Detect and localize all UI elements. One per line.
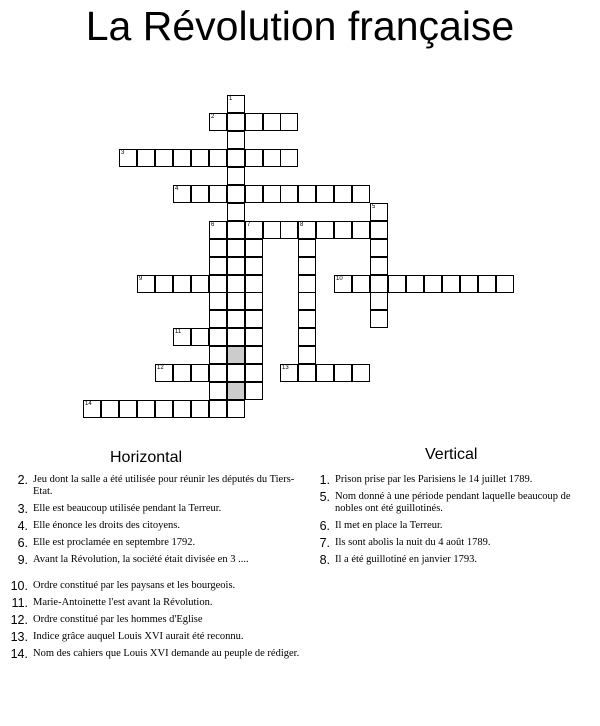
grid-cell[interactable] [370,310,388,328]
grid-cell[interactable] [191,275,209,293]
grid-cell[interactable] [245,239,263,257]
clue-text: Elle est proclamée en septembre 1792. [33,537,196,548]
grid-cell[interactable] [173,328,191,346]
clue-text: Elle énonce les droits des citoyens. [33,520,180,531]
grid-cell[interactable] [209,149,227,167]
grid-cell[interactable] [119,149,137,167]
grid-cell[interactable] [245,310,263,328]
grid-cell[interactable] [191,185,209,203]
cell-number: 8 [300,222,304,228]
grid-cell[interactable] [352,364,370,382]
grid-cell[interactable] [298,328,316,346]
grid-cell[interactable] [227,275,245,293]
grid-cell[interactable] [352,185,370,203]
grid-cell[interactable] [173,149,191,167]
grid-cell[interactable] [155,275,173,293]
grid-cell[interactable] [263,149,281,167]
grid-cell[interactable] [352,221,370,239]
grid-cell[interactable] [155,149,173,167]
clue-across-11 [0,597,305,609]
clue-number: 10. [10,579,28,593]
grid-cell[interactable] [209,239,227,257]
grid-cell[interactable] [478,275,496,293]
grid-cell[interactable] [209,292,227,310]
grid-cell[interactable] [370,203,388,221]
clue-number: 8. [319,553,330,567]
grid-cell[interactable] [119,400,137,418]
clue-text: Elle est beaucoup utilisée pendant la Terreur. [33,503,222,514]
grid-cell[interactable] [298,346,316,364]
grid-cell[interactable] [83,400,101,418]
grid-cell[interactable] [298,310,316,328]
grid-cell[interactable] [227,328,245,346]
grid-cell[interactable] [155,400,173,418]
grid-cell[interactable] [298,257,316,275]
cell-number: 14 [85,401,92,407]
clue-text: Nom des cahiers que Louis XVI demande au peuple de rédiger. [33,648,300,659]
grid-cell[interactable] [280,149,298,167]
grid-cell[interactable] [245,328,263,346]
grid-cell[interactable] [370,275,388,293]
grid-cell[interactable] [227,149,245,167]
clue-across-10 [0,580,305,592]
clue-number: 2. [17,473,28,487]
cell-number: 9 [139,276,143,282]
grid-cell[interactable] [263,221,281,239]
grid-cell[interactable] [173,275,191,293]
grid-cell[interactable] [245,346,263,364]
grid-cell[interactable] [209,257,227,275]
grid-cell[interactable] [298,239,316,257]
grid-cell[interactable] [209,275,227,293]
grid-cell[interactable] [245,275,263,293]
clue-text: Prison prise par les Parisiens le 14 juillet 1789. [335,474,533,485]
cell-number: 1 [229,96,233,102]
grid-cell[interactable] [280,185,298,203]
clue-across-2 [0,474,305,498]
grid-cell[interactable] [280,364,298,382]
clue-down-7 [310,537,600,549]
clue-number: 11. [11,596,28,610]
cell-number: 2 [211,114,215,120]
cell-number: 11 [175,329,182,335]
grid-cell[interactable] [191,400,209,418]
grid-cell[interactable] [137,149,155,167]
grid-cell[interactable] [370,257,388,275]
grid-cell[interactable] [227,113,245,131]
clue-number: 13. [10,630,28,644]
cell-number: 5 [372,204,376,210]
cell-number: 12 [157,365,164,371]
clue-number: 6. [17,536,28,550]
grid-cell[interactable] [209,185,227,203]
grid-cell[interactable] [245,382,263,400]
grid-cell[interactable] [406,275,424,293]
grid-cell[interactable] [227,221,245,239]
vertical-heading: Vertical [425,446,478,463]
clue-down-6 [310,520,600,532]
grid-cell[interactable] [227,292,245,310]
grid-cell[interactable] [191,364,209,382]
grid-cell[interactable] [334,221,352,239]
clue-across-14 [0,648,305,660]
shaded-cell [227,382,245,400]
clue-text: Il a été guillotiné en janvier 1793. [335,554,477,565]
grid-cell[interactable] [209,221,227,239]
clue-across-6 [0,537,305,549]
grid-cell[interactable] [245,221,263,239]
vertical-clue-list [310,474,600,571]
grid-cell[interactable] [334,185,352,203]
grid-cell[interactable] [227,310,245,328]
grid-cell[interactable] [442,275,460,293]
cell-number: 10 [336,276,343,282]
clue-down-8 [310,554,600,566]
grid-cell[interactable] [137,400,155,418]
clue-across-4 [0,520,305,532]
clue-number: 12. [10,613,28,627]
horizontal-clue-list [0,474,305,665]
clue-text: Indice grâce auquel Louis XVI aurait été reconnu. [33,631,244,642]
grid-cell[interactable] [209,328,227,346]
grid-cell[interactable] [334,275,352,293]
cell-number: 6 [211,222,215,228]
clue-number: 1. [319,473,330,487]
clue-text: Ils sont abolis la nuit du 4 août 1789. [335,537,491,548]
grid-cell[interactable] [209,113,227,131]
clue-down-1 [310,474,600,486]
grid-cell[interactable] [191,328,209,346]
clue-text: Marie-Antoinette l'est avant la Révolution. [33,597,213,608]
clue-number: 5. [319,490,330,504]
grid-cell[interactable] [298,185,316,203]
grid-cell[interactable] [209,310,227,328]
puzzle-title: La Révolution française [85,3,515,49]
grid-cell[interactable] [316,221,334,239]
clue-text: Jeu dont la salle a été utilisée pour réunir les députés du Tiers-Etat. [33,474,295,497]
grid-cell[interactable] [173,400,191,418]
grid-cell[interactable] [424,275,442,293]
clue-text: Ordre constitué par les hommes d'Eglise [33,614,203,625]
horizontal-heading: Horizontal [110,449,183,466]
grid-cell[interactable] [370,292,388,310]
grid-cell[interactable] [370,239,388,257]
grid-cell[interactable] [388,275,406,293]
grid-cell[interactable] [137,275,155,293]
clue-across-13 [0,631,305,643]
grid-cell[interactable] [209,346,227,364]
grid-cell[interactable] [298,221,316,239]
cell-number: 4 [175,186,179,192]
grid-cell[interactable] [209,400,227,418]
clue-number: 9. [17,553,28,567]
clue-number: 7. [319,536,330,550]
grid-cell[interactable] [227,131,245,149]
clue-number: 6. [319,519,330,533]
grid-cell[interactable] [298,275,316,293]
clue-across-9 [0,554,305,566]
grid-cell[interactable] [263,185,281,203]
cell-number: 7 [247,222,251,228]
grid-cell[interactable] [191,149,209,167]
clue-across-12 [0,614,305,626]
grid-cell[interactable] [227,364,245,382]
grid-cell[interactable] [245,292,263,310]
grid-cell[interactable] [101,400,119,418]
grid-cell[interactable] [227,257,245,275]
grid-cell[interactable] [245,185,263,203]
clue-number: 3. [17,502,28,516]
grid-cell[interactable] [352,275,370,293]
grid-cell[interactable] [245,257,263,275]
grid-cell[interactable] [316,364,334,382]
grid-cell[interactable] [334,364,352,382]
grid-cell[interactable] [227,185,245,203]
grid-cell[interactable] [209,382,227,400]
cell-number: 13 [282,365,289,371]
cell-number: 3 [121,150,125,156]
grid-cell[interactable] [316,185,334,203]
grid-cell[interactable] [227,239,245,257]
grid-cell[interactable] [209,364,227,382]
clue-across-3 [0,503,305,515]
grid-cell[interactable] [496,275,514,293]
grid-cell[interactable] [173,364,191,382]
clue-down-5 [310,491,600,515]
clue-text: Il met en place la Terreur. [335,520,443,531]
clue-number: 4. [17,519,28,533]
grid-cell[interactable] [227,203,245,221]
clue-number: 14. [10,647,28,661]
grid-cell[interactable] [298,292,316,310]
grid-cell[interactable] [245,364,263,382]
grid-cell[interactable] [227,95,245,113]
clue-text: Avant la Révolution, la société était divisée en 3 .... [33,554,249,565]
clue-text: Nom donné à une période pendant laquelle beaucoup de nobles ont été guillotinés. [335,491,571,514]
grid-cell[interactable] [245,149,263,167]
shaded-cell [227,346,245,364]
grid-cell[interactable] [155,364,173,382]
grid-cell[interactable] [227,400,245,418]
grid-cell[interactable] [245,113,263,131]
grid-cell[interactable] [298,364,316,382]
grid-cell[interactable] [263,113,281,131]
grid-cell[interactable] [280,113,298,131]
clue-text: Ordre constitué par les paysans et les bourgeois. [33,580,236,591]
grid-cell[interactable] [460,275,478,293]
grid-cell[interactable] [173,185,191,203]
grid-cell[interactable] [280,221,298,239]
grid-cell[interactable] [370,221,388,239]
grid-cell[interactable] [227,167,245,185]
